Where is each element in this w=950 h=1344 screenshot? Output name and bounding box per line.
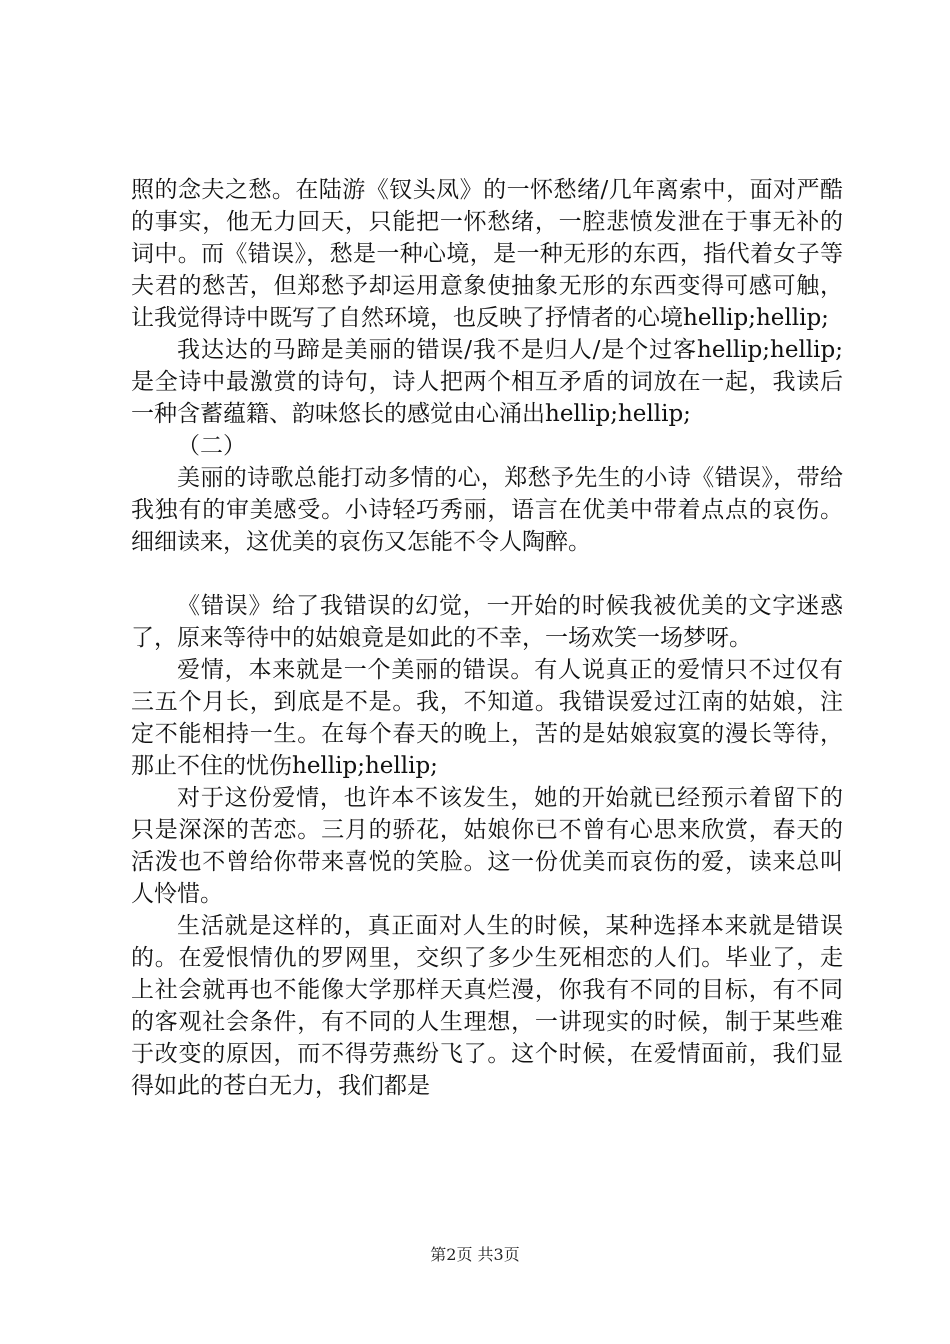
- paragraph-quote-analysis: 我达达的马蹄是美丽的错误/我不是归人/是个过客hellip;hellip;是全诗中最激赏的诗句，诗人把两个相互矛盾的词放在一起，我读后一种含蓄蕴籍、韵味悠长的感觉由心涌出hellip;hellip;: [131, 337, 843, 427]
- paragraph-intro: 美丽的诗歌总能打动多情的心，郑愁予先生的小诗《错误》，带给我独有的审美感受。小诗轻巧秀丽，语言在优美中带着点点的哀伤。细细读来，这优美的哀伤又怎能不令人陶醉。: [131, 465, 843, 555]
- page-footer: 第2页 共3页: [430, 1245, 520, 1264]
- paragraph-life: 生活就是这样的，真正面对人生的时候，某种选择本来就是错误的。在爱恨情仇的罗网里，交织了多少生死相恋的人们。毕业了，走上社会就再也不能像大学那样天真烂漫，你我有不同的目标，有不同的客观社会条件，有不同的人生理想，一讲现实的时候，制于某些难于改变的原因，而不得劳燕纷飞了。这个时候，在爱情面前，我们显得如此的苍白无力，我们都是: [131, 913, 843, 1099]
- section-heading: （二）: [177, 433, 246, 459]
- paragraph-continuation: 照的念夫之愁。在陆游《钗头凤》的一怀愁绪/几年离索中，面对严酷的事实，他无力回天，只能把一怀愁绪，一腔悲愤发泄在于事无补的词中。而《错误》，愁是一种心境，是一种无形的东西，指代着女子等夫君的愁苦，但郑愁予却运用意象使抽象无形的东西变得可感可触，让我觉得诗中既写了自然环境，也反映了抒情者的心境hellip;hellip;: [131, 177, 843, 331]
- paragraph-love: 爱情，本来就是一个美丽的错误。有人说真正的爱情只不过仅有三五个月长，到底是不是。我，不知道。我错误爱过江南的姑娘，注定不能相持一生。在每个春天的晚上，苦的是姑娘寂寞的漫长等待，那止不住的忧伤hellip;hellip;: [131, 657, 843, 779]
- body-text: [131, 174, 843, 1102]
- paragraph-illusion: 《错误》给了我错误的幻觉，一开始的时候我被优美的文字迷惑了，原来等待中的姑娘竟是如此的不幸，一场欢笑一场梦呀。: [131, 593, 843, 651]
- paragraph-sorrow: 对于这份爱情，也许本不该发生，她的开始就已经预示着留下的只是深深的苦恋。三月的骄花，姑娘你已不曾有心思来欣赏，春天的活泼也不曾给你带来喜悦的笑脸。这一份优美而哀伤的爱，读来总叫人怜惜。: [131, 785, 843, 907]
